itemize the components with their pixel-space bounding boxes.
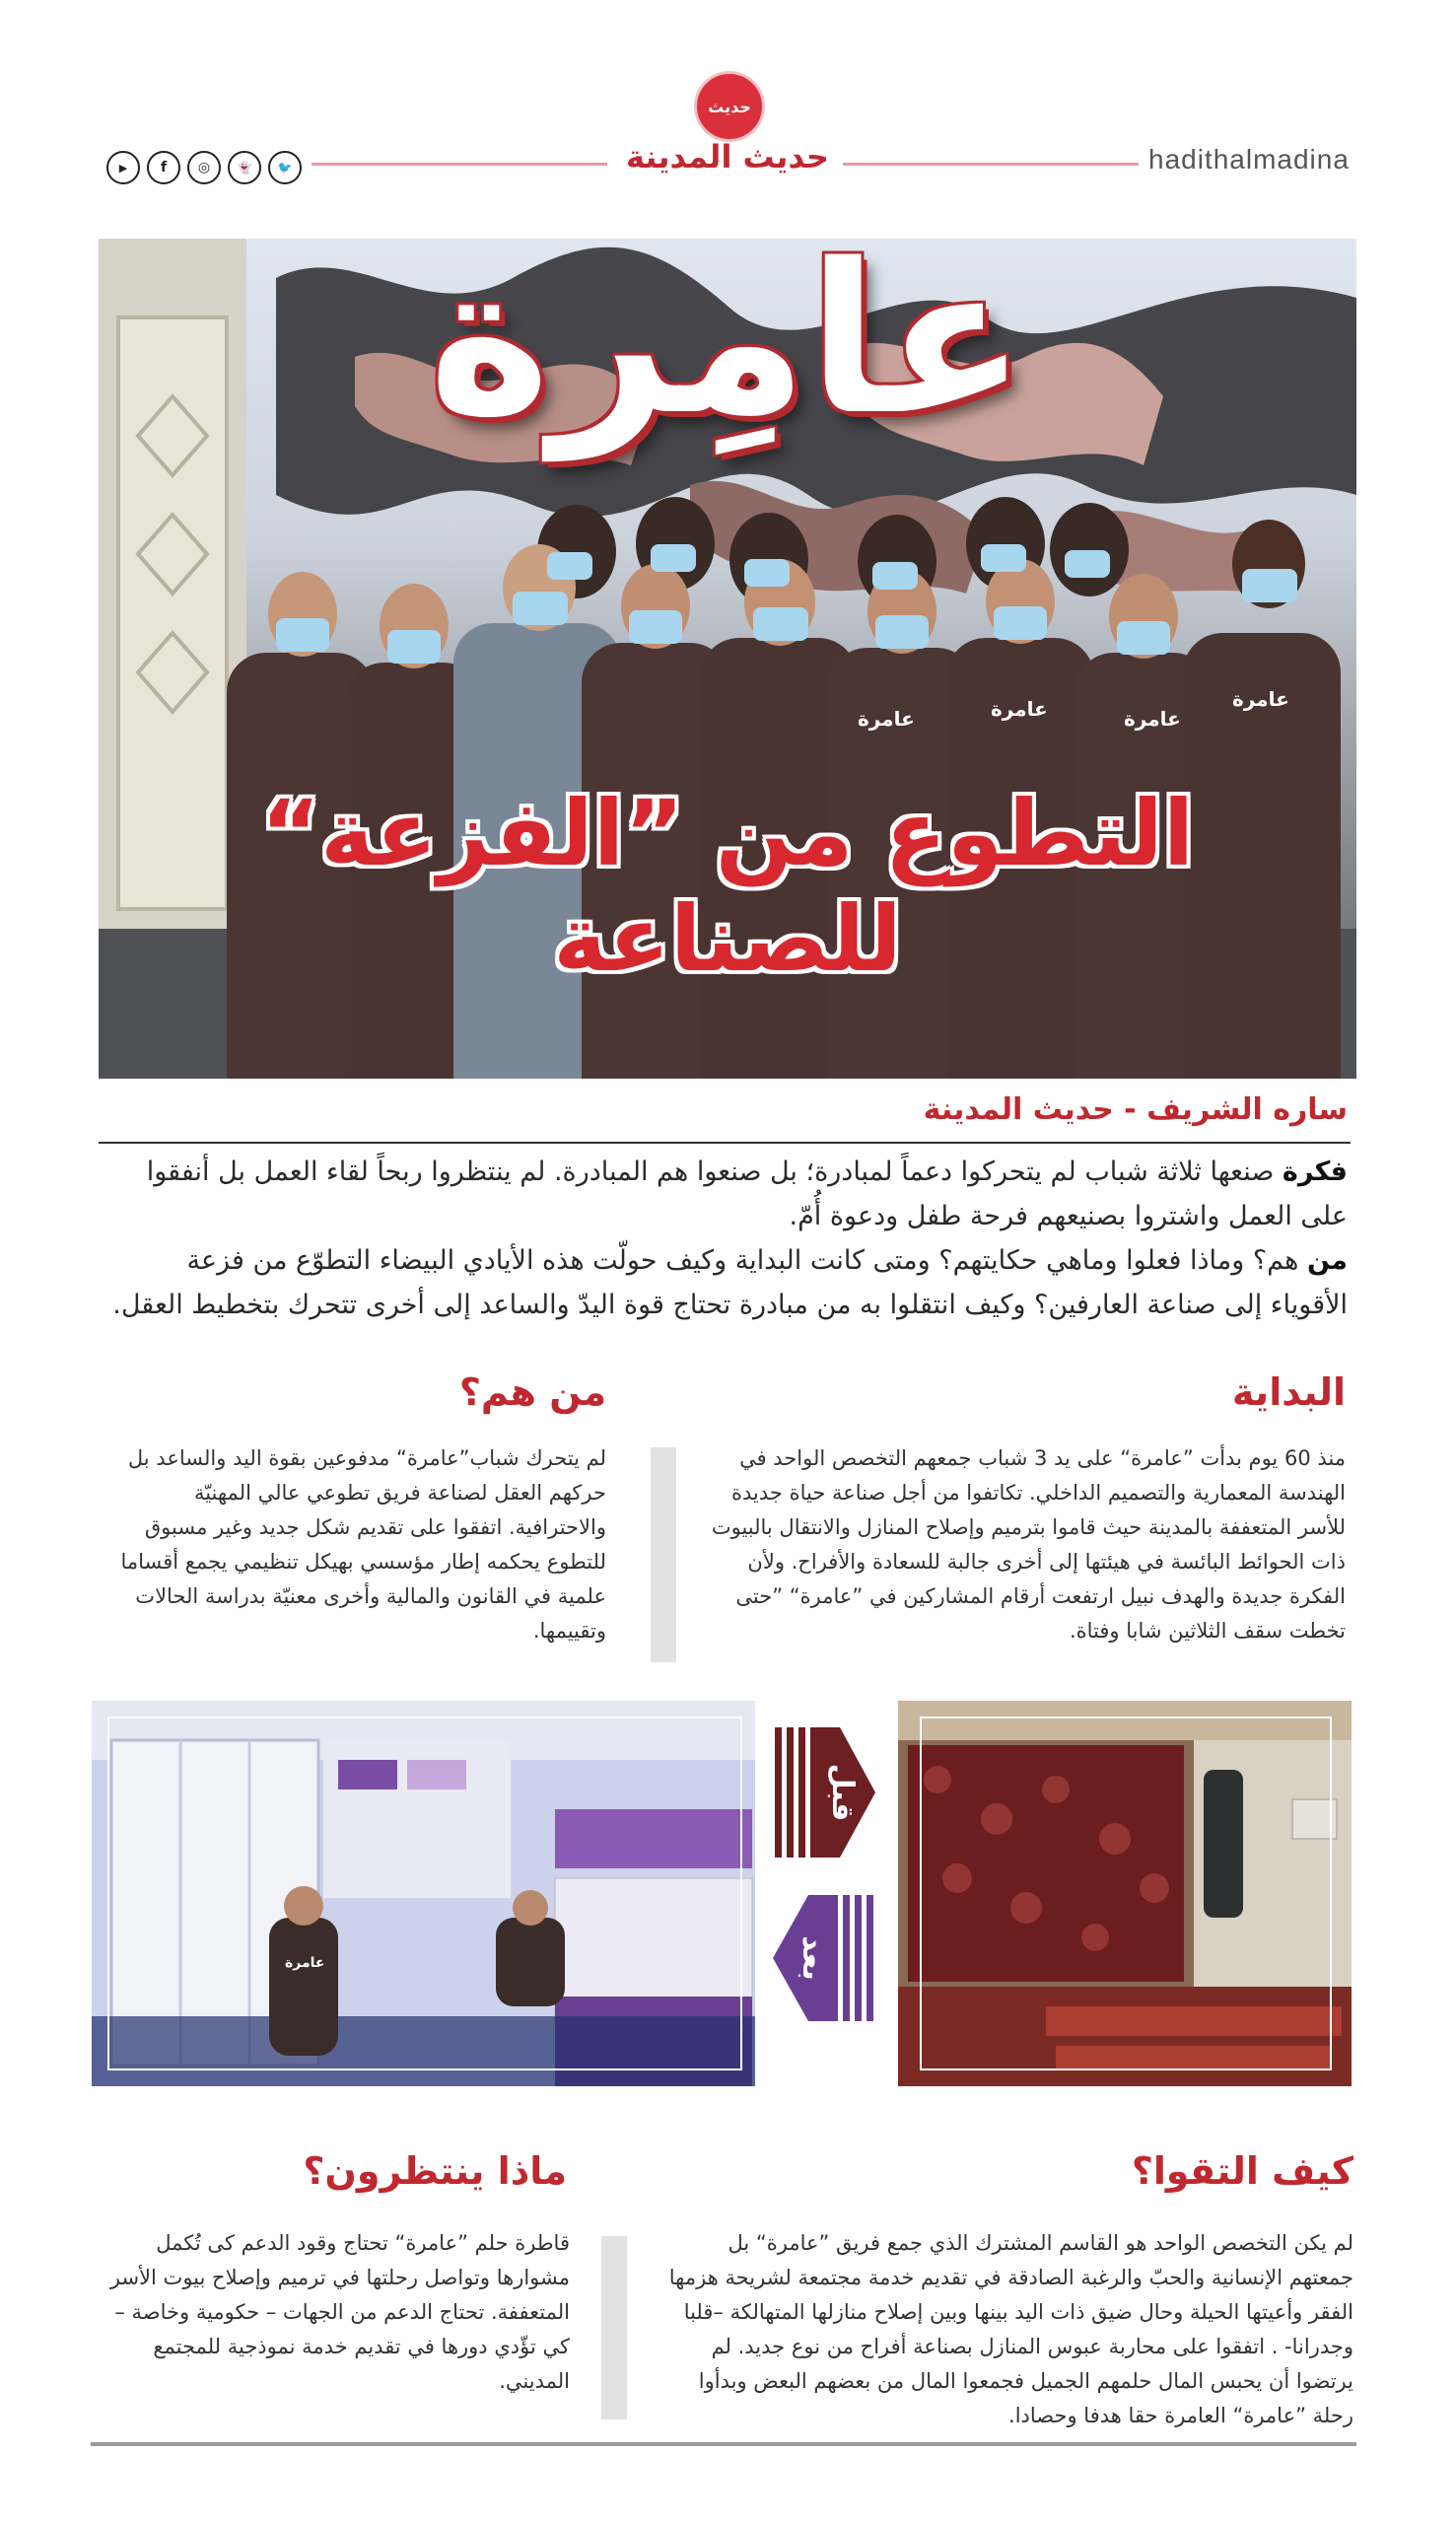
- photo-frame: [107, 1717, 742, 2070]
- section-title-expect: ماذا ينتظرون؟: [303, 2149, 567, 2193]
- vest-logo: عامرة: [1124, 707, 1181, 731]
- logo-mark[interactable]: [694, 71, 765, 142]
- section-text-how: لم يكن التخصص الواحد هو القاسم المشترك الذي جمع فريق ”عامرة“ بل جمعتهم الإنسانية والحبّ والرغبة الصادقة في تقديم خدمة مجتمعة لشريحة هزمها الفقر وأعيتها الحيلة وحال ضيق ذات اليد بينها وبين إصلاح منازلها المتهالكة –قلبا وجدرانا- . اتفقوا على محاربة عبوس المنازل بصناعة أفراح من نوع جديد. لم يرتضوا أن يحبس المال حلمهم الجميل فجمعوا المال من بعضهم البعض وبدأوا رحلة ”عامرة“ العامرة حقا هدفا وحصادا.: [668, 2231, 1353, 2427]
- page-bottom-rule: [91, 2442, 1356, 2446]
- youtube-icon[interactable]: [106, 151, 140, 184]
- vest-logo: عامرة: [991, 697, 1048, 721]
- byline-divider: [99, 1142, 1351, 1144]
- section-title-beginning: البداية: [1231, 1370, 1346, 1414]
- intro-lead-word: من: [1306, 1245, 1348, 1276]
- facebook-glyph: f: [160, 160, 168, 175]
- snapchat-icon[interactable]: [228, 151, 261, 184]
- hero-photo: [99, 239, 1356, 1079]
- vest-logo: عامرة: [858, 707, 915, 731]
- logo-mark-text: حديث: [708, 97, 751, 116]
- after-photo: [92, 1701, 755, 2086]
- intro-text: صنعها ثلاثة شباب لم يتحركوا دعماً لمبادرة؛ بل صنعوا هم المبادرة. لم ينتظروا ربحاً لقاء العمل بل أنفقوا على العمل واشتروا بصنيعهم فرحة طفل ودعوة أُمّ.: [146, 1157, 1348, 1231]
- header-divider-right: [843, 163, 1139, 166]
- brand-handle[interactable]: hadithalmadina: [1148, 144, 1350, 175]
- logo-text[interactable]: حديث المدينة: [626, 138, 829, 175]
- vest-logo: عامرة: [285, 1955, 325, 1971]
- intro-paragraph-2: [105, 1238, 1348, 1327]
- photo-frame: [920, 1717, 1332, 2070]
- section-title-who: من هم؟: [458, 1370, 606, 1414]
- byline: ساره الشريف - حديث المدينة: [923, 1092, 1348, 1127]
- section-side-bar: [651, 1447, 676, 1662]
- twitter-glyph: 🐦: [277, 161, 293, 175]
- facebook-icon[interactable]: [147, 151, 180, 184]
- intro-text: هم؟ وماذا فعلوا وماهي حكايتهم؟ ومتى كانت البداية وكيف حولّت هذه الأيادي البيضاء التطوّع من فزعة الأقوياء إلى صناعة العارفين؟ وكيف انتقلوا به من مبادرة تحتاج قوة اليدّ والساعد إلى أخرى تتحرك بتخطيط العقل.: [112, 1245, 1348, 1320]
- twitter-icon[interactable]: [268, 151, 302, 184]
- section-text-expect: قاطرة حلم ”عامرة“ تحتاج وقود الدعم كى تُكمل مشوارها وتواصل رحلتها في ترميم وإصلاح بيوت الأسر المتعففة. تحتاج الدعم من الجهات – حكومية وخاصة – كي تؤّدي دورها في تقديم خدمة نموذجية للمجتمع المديني.: [109, 2231, 570, 2393]
- section-title-how: كيف التقوا؟: [1131, 2149, 1353, 2193]
- header-divider-left: [312, 163, 607, 166]
- snapchat-glyph: 👻: [237, 161, 252, 175]
- intro-paragraph-1: [105, 1150, 1348, 1238]
- instagram-icon[interactable]: [187, 151, 221, 184]
- hero-title: عامِرة: [428, 239, 1027, 460]
- vest-logo: عامرة: [1232, 687, 1289, 711]
- section-text-who: لم يتحرك شباب”عامرة“ مدفوعين بقوة اليد والساعد بل حركهم العقل لصناعة فريق تطوعي عالي المهنيّة والاحترافية. اتفقوا على تقديم شكل جديد وغير مسبوق للتطوع يحكمه إطار مؤسسي بهيكل تنظيمي يجمع أقساما علمية في القانون والمالية وأخرى معنيّة بدراسة الحالات وتقييمها.: [120, 1446, 606, 1643]
- section-text-beginning: منذ 60 يوم بدأت ”عامرة“ على يد 3 شباب جمعهم التخصص الواحد في الهندسة المعمارية والتصميم الداخلي. تكاتفوا من أجل صناعة حياة جديدة للأسر المتعففة بالمدينة حيث قاموا بترميم وإصلاح المنازل والانتقال بالبيوت ذات الحوائط البائسة في هيئتها إلى أخرى جالبة للسعادة والأفراح. ولأن الفكرة جديدة والهدف نبيل ارتفعت أرقام المشاركين في ”عامرة“ ”حتى تخطت سقف الثلاثين شابا وفتاة.: [711, 1446, 1346, 1643]
- intro-lead-word: فكرة: [1282, 1157, 1348, 1187]
- before-label: قبل: [825, 1763, 861, 1822]
- article-intro: [105, 1150, 1348, 1327]
- before-photo: [898, 1701, 1352, 2086]
- hero-subtitle: التطوع من ”الفزعة“ للصناعة: [260, 781, 1195, 992]
- youtube-glyph: ▶: [118, 161, 128, 175]
- instagram-glyph: ◎: [197, 160, 211, 175]
- section-side-bar: [601, 2236, 627, 2419]
- after-label: بعد: [796, 1935, 831, 1981]
